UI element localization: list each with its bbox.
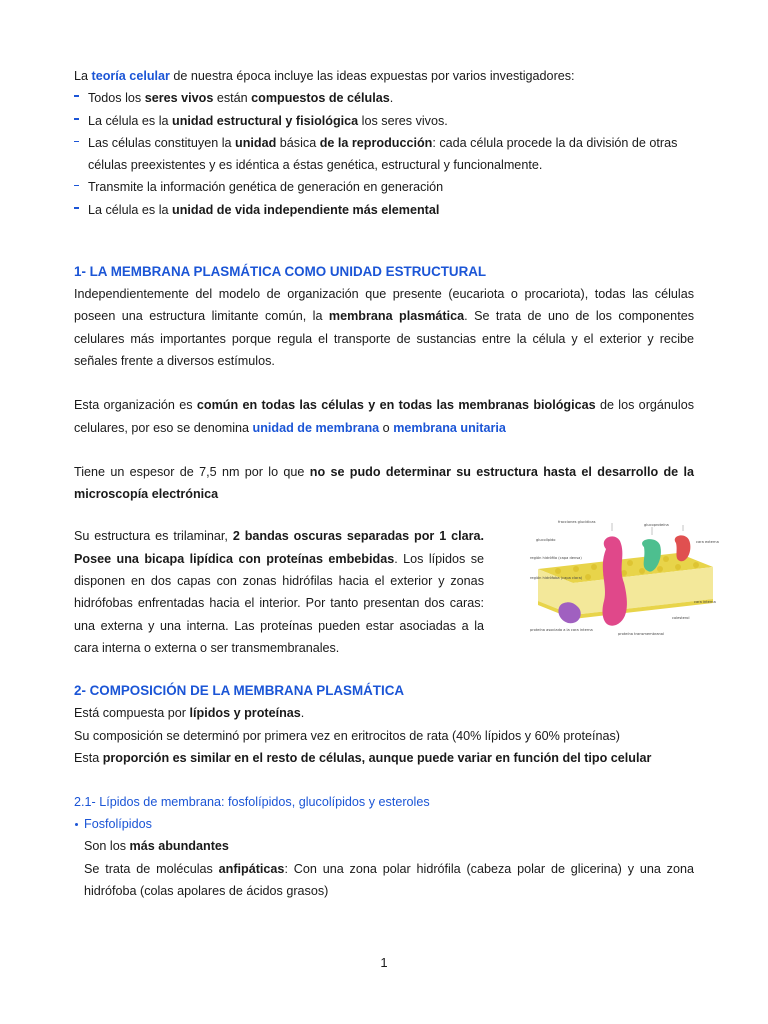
- intro-paragraph: La teoría celular de nuestra época incluye las ideas expuestas por varios investigadores:: [74, 69, 575, 83]
- figure-label: proteína transmembranal: [618, 632, 665, 637]
- section-1-paragraph-2: Esta organización es común en todas las células y en todas las membranas biológicas de los orgánulos celulares, por eso se denomina unidad de membrana o membrana unitaria: [74, 398, 694, 435]
- list-item: La célula es la unidad de vida independiente más elemental: [74, 199, 694, 221]
- figure-label: cara interna: [694, 600, 716, 605]
- figure-label: glucoproteína: [644, 523, 669, 528]
- membrana-unitaria-term: membrana unitaria: [393, 420, 506, 435]
- figure-label: fracciones glucídicas: [558, 520, 596, 525]
- figure-label: colesterol: [672, 616, 690, 621]
- figure-label: cara externa: [696, 540, 719, 545]
- list-item: Fosfolípidos: [74, 813, 694, 835]
- unidad-de-membrana-term: unidad de membrana: [252, 420, 380, 435]
- detail-line-1: Son los más abundantes: [84, 839, 229, 854]
- section-1-heading: 1- LA MEMBRANA PLASMÁTICA COMO UNIDAD ESTRUCTURAL: [74, 264, 487, 280]
- dash-bullet-icon: [74, 185, 79, 186]
- page-number: 1: [380, 955, 388, 970]
- document-page: [74, 0, 719, 902]
- dash-bullet-icon: [74, 207, 79, 209]
- section-1-paragraph-4: Su estructura es trilaminar, 2 bandas oscuras separadas por 1 clara. Posee una bicapa lipídica con proteínas embebidas. Los lípidos se disponen en dos capas con zonas hidrófilas hacia el exterior y zonas hidrófobas enfrentadas hacia el interior. Por tanto presentan dos caras: una externa y una interna. Las proteínas pueden estar asociadas a la cara interna o externa o ser transmembranales.: [74, 529, 484, 655]
- dash-bullet-icon: [74, 118, 79, 120]
- figure-label: región hidrófoba (capa clara): [530, 576, 583, 581]
- detail-line-2: Se trata de moléculas anfipáticas: Con una zona polar hidrófila (cabeza polar de glicerina) y una zona hidrófoba (colas apolares de ácidos grasos): [84, 861, 694, 899]
- section-1-paragraph-1: Independientemente del modelo de organización que presente (eucariota o procariota), todas las células poseen una estructura limitante común, la membrana plasmática. Se trata de uno de los componentes celulares más importantes porque regula el transporte de sustancias entre la célula y el exterior y recibe señales frente a diversos estímulos.: [74, 287, 694, 368]
- fosfolipidos-detail: [74, 835, 694, 902]
- transmembrane-protein-shape: [603, 537, 627, 626]
- dash-bullet-icon: [74, 141, 79, 142]
- dash-bullet-icon: [74, 95, 79, 97]
- structure-block: [74, 520, 719, 659]
- dot-bullet-icon: [75, 823, 78, 826]
- list-item: Todos los seres vivos están compuestos de células.: [74, 87, 694, 109]
- section-2-line-3: Esta proporción es similar en el resto de células, aunque puede variar en función del tipo celular: [74, 750, 652, 765]
- section-2-line-2: Su composición se determinó por primera vez en eritrocitos de rata (40% lípidos y 60% proteínas): [74, 728, 620, 743]
- section-2-heading: 2- COMPOSICIÓN DE LA MEMBRANA PLASMÁTICA: [74, 683, 405, 699]
- list-item: Transmite la información genética de generación en generación: [74, 176, 694, 198]
- section-1-paragraph-3: Tiene un espesor de 7,5 nm por lo que no se pudo determinar su estructura hasta el desarrollo de la microscopía electrónica: [74, 464, 694, 502]
- subsection-2-1-heading: 2.1- Lípidos de membrana: fosfolípidos, glucolípidos y esteroles: [74, 795, 430, 810]
- lipid-list: [74, 813, 694, 835]
- figure-label: glucolípido: [536, 538, 556, 543]
- membrane-diagram: [528, 519, 720, 645]
- section-2-line-1: Está compuesta por lípidos y proteínas.: [74, 706, 305, 721]
- figure-label: región hidrófila (capa densa): [530, 556, 582, 561]
- list-item: Las células constituyen la unidad básica de la reproducción: cada célula procede la da división de otras células preexistentes y es idéntica a éstas genética, estructural y funcionalmente.: [74, 132, 694, 177]
- figure-label: proteína asociada a la cara interna: [530, 628, 593, 633]
- teoria-celular-term: teoría celular: [91, 69, 170, 83]
- list-item: La célula es la unidad estructural y fisiológica los seres vivos.: [74, 110, 694, 132]
- principles-list: [74, 87, 694, 221]
